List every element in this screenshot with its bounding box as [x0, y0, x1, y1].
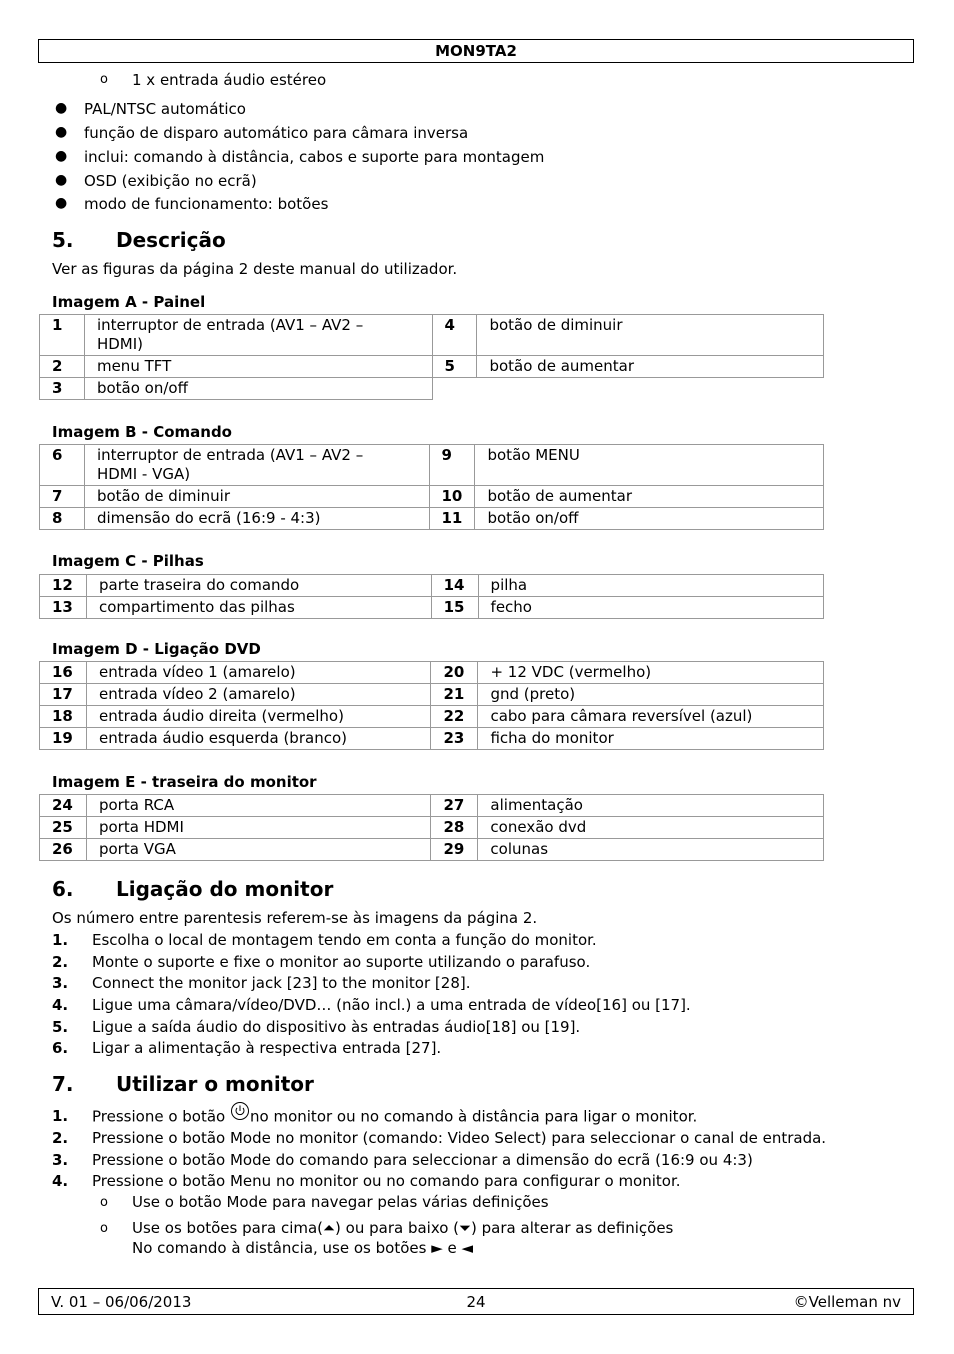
section-number: 7.	[52, 1072, 74, 1096]
table-row	[40, 575, 824, 597]
part-number: 22	[431, 706, 478, 728]
parts-table-a	[39, 314, 824, 400]
part-number: 26	[40, 839, 87, 861]
parts-table-d	[39, 661, 824, 750]
part-number: 7	[40, 486, 85, 508]
step-text: Pressione o botão no monitor ou no comando à distância para ligar o monitor.	[92, 1107, 697, 1127]
part-label: botão on/off	[84, 378, 432, 400]
part-number: 21	[431, 684, 478, 706]
part-label: porta HDMI	[86, 817, 430, 839]
step-number: 5.	[52, 1018, 69, 1036]
step-text: Ligue uma câmara/vídeo/DVD… (não incl.) a uma entrada de vídeo[16] ou [17].	[92, 996, 691, 1014]
part-label: botão de diminuir	[477, 315, 824, 356]
bullet-icon: ●	[55, 195, 68, 211]
step-text: Pressione o botão Menu no monitor ou no comando para configurar o monitor.	[92, 1172, 681, 1190]
table-row	[40, 795, 824, 817]
section-heading	[52, 877, 333, 901]
step-text: Monte o suporte e fixe o monitor ao suporte utilizando o parafuso.	[92, 953, 591, 971]
list-marker: o	[100, 72, 108, 87]
page-footer	[38, 1288, 914, 1315]
table-row	[40, 378, 824, 400]
part-number: 17	[40, 684, 87, 706]
part-label: porta VGA	[86, 839, 430, 861]
step-number: 2.	[52, 953, 69, 971]
table-row	[40, 662, 824, 684]
part-number: 12	[40, 575, 87, 597]
parts-table-c	[39, 574, 824, 619]
table-row	[40, 706, 824, 728]
part-label: + 12 VDC (vermelho)	[478, 662, 824, 684]
sub-step-text: No comando à distância, use os botões ► e ◄	[132, 1239, 474, 1257]
step-number: 2.	[52, 1129, 69, 1147]
part-label: botão de aumentar	[475, 486, 824, 508]
table-caption: Imagem D - Ligação DVD	[52, 640, 261, 658]
part-number: 10	[429, 486, 475, 508]
table-row	[40, 597, 824, 619]
part-label: interruptor de entrada (AV1 – AV2 – HDMI - VGA)	[84, 445, 429, 486]
part-label: cabo para câmara reversível (azul)	[478, 706, 824, 728]
list-marker: o	[100, 1221, 108, 1236]
part-label: entrada vídeo 2 (amarelo)	[86, 684, 431, 706]
step-number: 4.	[52, 1172, 69, 1190]
part-number: 8	[40, 508, 85, 530]
step-text: Ligue a saída áudio do dispositivo às entradas áudio[18] ou [19].	[92, 1018, 581, 1036]
part-number: 4	[432, 315, 477, 356]
parts-table-b	[39, 444, 824, 530]
header-title: MON9TA2	[38, 39, 914, 63]
footer-version: V. 01 – 06/06/2013	[51, 1293, 192, 1311]
step-number: 3.	[52, 974, 69, 992]
part-label: botão de aumentar	[477, 356, 824, 378]
part-number: 2	[40, 356, 85, 378]
list-item: 1 x entrada áudio estéreo	[132, 71, 327, 89]
list-item: inclui: comando à distância, cabos e suporte para montagem	[84, 148, 545, 166]
part-number: 6	[40, 445, 85, 486]
bullet-icon: ●	[55, 100, 68, 116]
part-number: 16	[40, 662, 87, 684]
part-number: 5	[432, 356, 477, 378]
bullet-icon: ●	[55, 172, 68, 188]
section-intro: Ver as figuras da página 2 deste manual do utilizador.	[52, 260, 458, 278]
step-number: 1.	[52, 931, 69, 949]
part-label: interruptor de entrada (AV1 – AV2 – HDMI)	[84, 315, 432, 356]
step-text: Connect the monitor jack [23] to the monitor [28].	[92, 974, 471, 992]
table-row	[40, 315, 824, 356]
part-number: 13	[40, 597, 87, 619]
part-number: 24	[40, 795, 87, 817]
step-text: Ligar a alimentação à respectiva entrada [27].	[92, 1039, 442, 1057]
section-number: 6.	[52, 877, 74, 901]
section-heading	[52, 228, 226, 252]
part-number: 20	[431, 662, 478, 684]
section-number: 5.	[52, 228, 74, 252]
section-title: Descrição	[116, 228, 226, 252]
step-text: Pressione o botão Mode do comando para seleccionar a dimensão do ecrã (16:9 ou 4:3)	[92, 1151, 753, 1169]
step-number: 6.	[52, 1039, 69, 1057]
bullet-icon: ●	[55, 124, 68, 140]
part-label: menu TFT	[84, 356, 432, 378]
table-row	[40, 356, 824, 378]
part-label: dimensão do ecrã (16:9 - 4:3)	[84, 508, 429, 530]
table-caption: Imagem B - Comando	[52, 423, 232, 441]
empty-cell	[477, 378, 824, 400]
parts-table-e	[39, 794, 824, 861]
part-number: 9	[429, 445, 475, 486]
part-label: pilha	[478, 575, 823, 597]
part-label: entrada áudio direita (vermelho)	[86, 706, 431, 728]
part-number: 28	[431, 817, 478, 839]
part-number: 18	[40, 706, 87, 728]
table-row	[40, 839, 824, 861]
empty-cell	[432, 378, 477, 400]
part-number: 15	[431, 597, 478, 619]
footer-copyright: ©Velleman nv	[793, 1293, 901, 1311]
part-label: entrada áudio esquerda (branco)	[86, 728, 431, 750]
part-number: 23	[431, 728, 478, 750]
part-number: 29	[431, 839, 478, 861]
table-caption: Imagem C - Pilhas	[52, 552, 204, 570]
section-intro: Os número entre parentesis referem-se às imagens da página 2.	[52, 909, 538, 927]
part-label: porta RCA	[86, 795, 430, 817]
part-number: 25	[40, 817, 87, 839]
part-number: 3	[40, 378, 85, 400]
part-number: 1	[40, 315, 85, 356]
step-text: Escolha o local de montagem tendo em conta a função do monitor.	[92, 931, 597, 949]
sub-step-text: Use o botão Mode para navegar pelas várias definições	[132, 1193, 549, 1211]
bullet-icon: ●	[55, 148, 68, 164]
part-number: 27	[431, 795, 478, 817]
step-text: Pressione o botão Mode no monitor (comando: Video Select) para seleccionar o canal de entrada.	[92, 1129, 827, 1147]
power-icon	[230, 1101, 250, 1121]
section-title: Utilizar o monitor	[116, 1072, 314, 1096]
part-label: parte traseira do comando	[86, 575, 431, 597]
part-label: botão MENU	[475, 445, 824, 486]
sub-step-text: Use os botões para cima(⏶) ou para baixo (⏷) para alterar as definições	[132, 1219, 674, 1237]
part-label: conexão dvd	[478, 817, 824, 839]
step-number: 3.	[52, 1151, 69, 1169]
table-row	[40, 486, 824, 508]
part-label: fecho	[478, 597, 823, 619]
list-item: função de disparo automático para câmara inversa	[84, 124, 469, 142]
list-item: modo de funcionamento: botões	[84, 195, 329, 213]
part-label: entrada vídeo 1 (amarelo)	[86, 662, 431, 684]
footer-page-number: 24	[466, 1293, 486, 1311]
part-number: 14	[431, 575, 478, 597]
part-label: ficha do monitor	[478, 728, 824, 750]
section-heading	[52, 1072, 314, 1096]
section-title: Ligação do monitor	[116, 877, 334, 901]
part-number: 19	[40, 728, 87, 750]
table-caption: Imagem E - traseira do monitor	[52, 773, 317, 791]
part-label: gnd (preto)	[478, 684, 824, 706]
step-number: 1.	[52, 1107, 69, 1125]
part-label: botão de diminuir	[84, 486, 429, 508]
part-label: alimentação	[478, 795, 824, 817]
table-row	[40, 508, 824, 530]
part-label: colunas	[478, 839, 824, 861]
list-item: PAL/NTSC automático	[84, 100, 246, 118]
part-label: compartimento das pilhas	[86, 597, 431, 619]
table-caption: Imagem A - Painel	[52, 293, 206, 311]
list-marker: o	[100, 1195, 108, 1210]
part-label: botão on/off	[475, 508, 824, 530]
part-number: 11	[429, 508, 475, 530]
step-number: 4.	[52, 996, 69, 1014]
table-row	[40, 684, 824, 706]
table-row	[40, 817, 824, 839]
list-item: OSD (exibição no ecrã)	[84, 172, 257, 190]
table-row	[40, 445, 824, 486]
table-row	[40, 728, 824, 750]
